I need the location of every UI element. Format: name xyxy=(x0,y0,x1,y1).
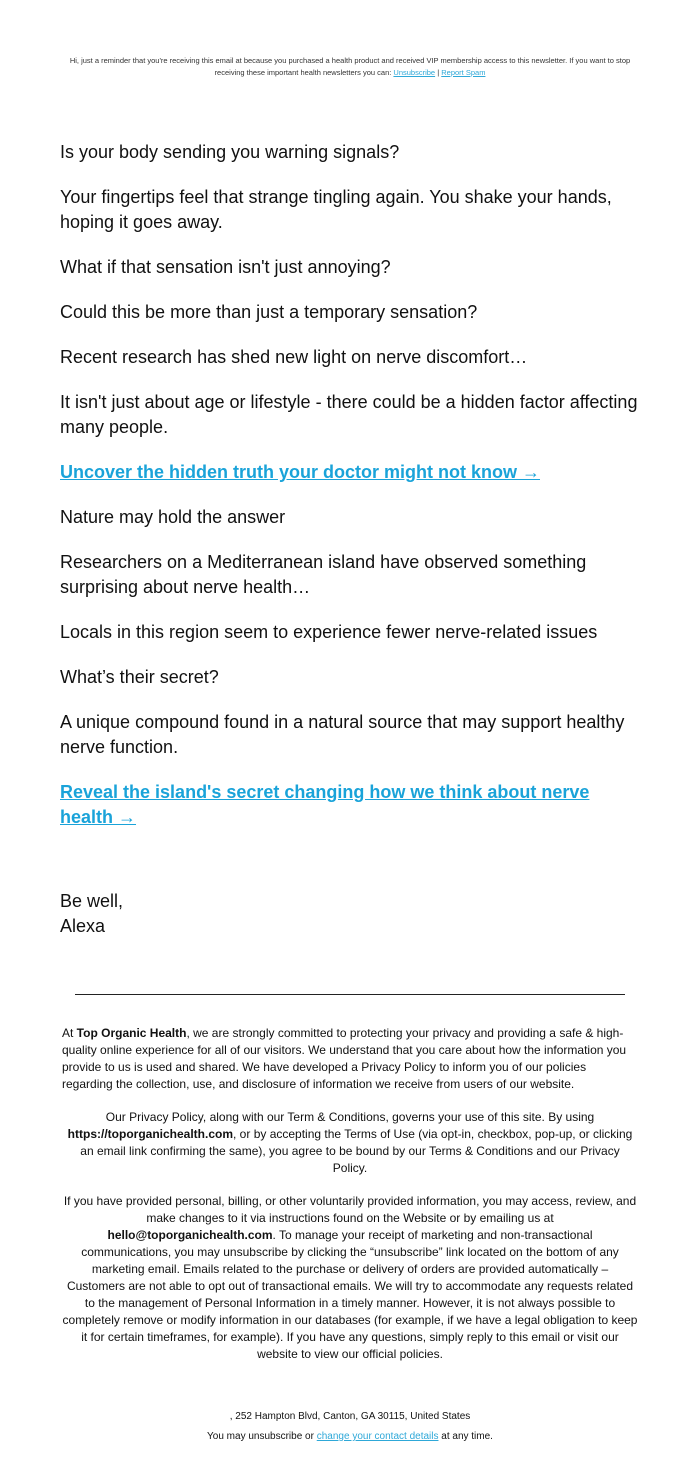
data-access-paragraph xyxy=(62,1193,638,1363)
body-paragraph: What if that sensation isn't just annoying? xyxy=(60,257,391,277)
preheader xyxy=(60,55,640,79)
footer-text: at any time. xyxy=(438,1431,493,1442)
body-paragraph: What’s their secret? xyxy=(60,667,219,687)
body-paragraph: Locals in this region seem to experience fewer nerve-related issues xyxy=(60,622,598,642)
signoff-greeting: Be well, xyxy=(60,891,124,911)
preheader-separator: | xyxy=(437,68,440,77)
privacy-notice xyxy=(62,1025,638,1379)
email-body xyxy=(60,140,645,850)
signoff xyxy=(60,889,123,939)
body-paragraph: A unique compound found in a natural source that may support healthy nerve function. xyxy=(60,712,625,757)
footer-text: You may unsubscribe or xyxy=(207,1431,317,1442)
change-contact-details-link[interactable]: change your contact details xyxy=(316,1431,439,1442)
body-paragraph: Nature may hold the answer xyxy=(60,507,286,527)
footer xyxy=(0,1410,700,1444)
body-paragraph: Your fingertips feel that strange tingling again. You shake your hands, hoping it goes away. xyxy=(60,187,612,232)
body-paragraph: Researchers on a Mediterranean island have observed something surprising about nerve health… xyxy=(60,552,587,597)
terms-text: Our Privacy Policy, along with our Term & Conditions, governs your use of this site. By using xyxy=(105,1110,595,1124)
report-spam-link[interactable]: Report Spam xyxy=(441,68,486,77)
cta-link-island-secret[interactable]: Reveal the island's secret changing how we think about nerve health → xyxy=(60,782,590,827)
cta-link-hidden-truth[interactable]: Uncover the hidden truth your doctor might not know → xyxy=(60,462,540,482)
privacy-text: , we are strongly committed to protecting your privacy and providing a safe & high-quality online experience for all of our visitors. We understand that you care about how the information you provide to us is used and shared. We have developed a Privacy Policy to inform you of our policies regarding the collection, use, and disclosure of information we receive from users of our website. xyxy=(62,1026,627,1091)
body-paragraph: It isn't just about age or lifestyle - there could be a hidden factor affecting many people. xyxy=(60,392,638,437)
terms-text: , or by accepting the Terms of Use (via opt-in, checkbox, pop-up, or clicking an email link confirming the same), you agree to be bound by our Terms & Conditions and our Privacy Policy. xyxy=(80,1127,633,1175)
data-access-text: If you have provided personal, billing, or other voluntarily provided information, you may access, review, and make changes to it via instructions found on the Website or by emailing us at xyxy=(63,1194,637,1225)
site-url: https://toporganichealth.com xyxy=(67,1127,234,1141)
divider xyxy=(75,994,625,995)
footer-unsubscribe-line xyxy=(0,1430,700,1444)
data-access-text: . To manage your receipt of marketing and non-transactional communications, you may unsubscribe by clicking the “unsubscribe” link located on the bottom of any marketing email. Emails related to the purchase or delivery of orders are provided automatically – Customers are not able to opt out of transactional emails. We will try to accommodate any requests related to the management of Personal Information in a timely manner. However, it is not always possible to completely remove or modify information in our databases (for example, if we have a legal obligation to keep it for certain timeframes, for example). If you have any questions, simply reply to this email or visit our website to view our official policies. xyxy=(62,1228,638,1361)
terms-paragraph xyxy=(62,1109,638,1177)
body-paragraph: Recent research has shed new light on nerve discomfort… xyxy=(60,347,528,367)
unsubscribe-link[interactable]: Unsubscribe xyxy=(393,68,436,77)
contact-email: hello@toporganichealth.com xyxy=(107,1228,273,1242)
signoff-name: Alexa xyxy=(60,916,106,936)
body-paragraph: Could this be more than just a temporary sensation? xyxy=(60,302,478,322)
company-name: Top Organic Health xyxy=(76,1026,187,1040)
privacy-text: At xyxy=(62,1026,77,1040)
privacy-paragraph xyxy=(62,1025,638,1093)
preheader-text: Hi, just a reminder that you're receiving this email at because you purchased a health product and received VIP membership access to this newsletter. If you want to stop receiving these important health newsletters you can: xyxy=(69,56,631,77)
footer-address: , 252 Hampton Blvd, Canton, GA 30115, United States xyxy=(229,1411,471,1422)
body-paragraph: Is your body sending you warning signals? xyxy=(60,142,400,162)
